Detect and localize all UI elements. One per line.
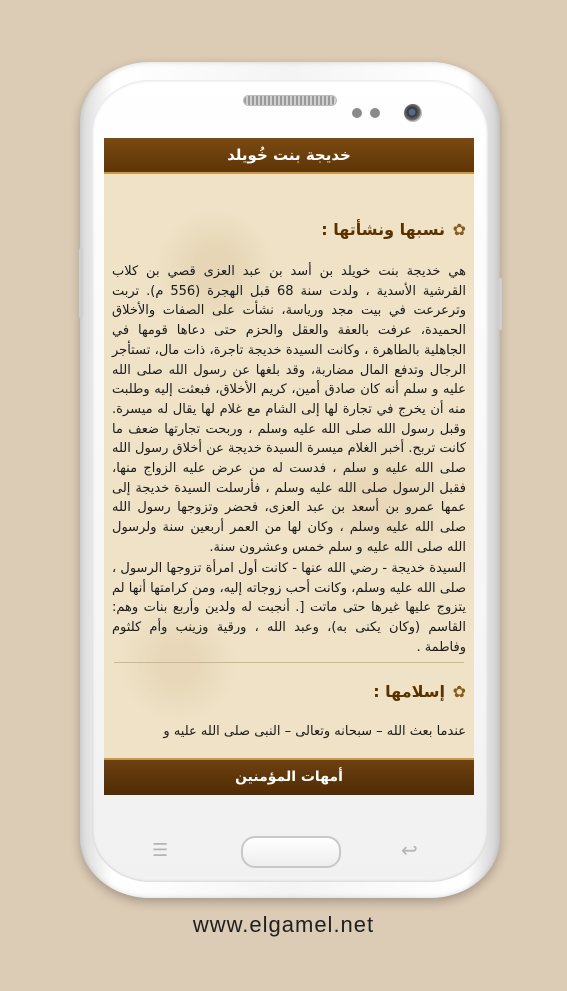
app-screen	[104, 138, 474, 795]
section-heading-text: إسلامها :	[373, 682, 445, 701]
bottom-nav-bar[interactable]	[104, 758, 474, 795]
section-heading-lineage	[321, 220, 466, 239]
bottom-nav-label[interactable]: أمهات المؤمنين	[235, 769, 343, 785]
paragraph: عندما بعث الله – سبحانه وتعالى – النبى صلى الله عليه و	[163, 724, 466, 739]
paragraph: السيدة خديجة - رضي الله عنها - كانت أول امرأة تزوجها الرسول ، صلى الله عليه وسلم، وكانت أحب زوجاته إليه، ومن كرامتها أنها لم يتزوج عليها غيرها حتى ماتت [. أنجبت له ولدين وأربع بنات وهم: القاسم (وكان يكنى به)، وعبد الله ، ورقية وزينب وأم كلثوم وفاطمة .	[112, 561, 466, 655]
volume-button[interactable]	[79, 248, 83, 318]
section-heading-text: نسبها ونشأتها :	[321, 220, 445, 239]
section-heading-islam	[373, 682, 466, 701]
flower-icon: ✿	[452, 220, 466, 239]
article-content[interactable]	[104, 174, 474, 760]
paragraph: هي خديجة بنت خويلد بن أسد بن عبد العزى قصي بن كلاب القرشية الأسدية ، ولدت سنة 68 قبل الهجرة (556 م). تربت وترعرعت في بيت مجد ورياسة، نشأت على الصفات والأخلاق الحميدة، عرفت بالعفة والعقل والحزم حتى دعاها قومها في الجاهلية بالطاهرة ، وكانت السيدة خديجة تاجرة، ذات مال، تستأجر الرجال وتدفع المال مضاربة، وقد بلغها عن رسول الله صلى الله عليه و سلم أنه كان صادق أمين، كريم الأخلاق، فبعثت إليه وطلبت منه أن يخرج في تجارة لها إلى الشام مع غلام لها يقال له ميسرة. وقبل رسول الله صلى الله عليه وسلم ، وربحت تجارتها ضعف ما كانت تربح. أخبر الغلام ميسرة السيدة خديجة عن أخلاق رسول الله صلى الله عليه و سلم ، فدست له من عرض عليه الزواج منها، فقبل الرسول صلى الله عليه وسلم ، فأرسلت السيدة خديجة إلى عمها عمرو بن أسعد بن عبد العزى، فحضر وتزوجها رسول الله صلى الله عليه وسلم ، وكان لها من العمر أربعين سنة ولرسول الله صلى الله عليه و سلم خمس وعشرون سنة.	[112, 264, 466, 555]
flower-icon: ✿	[452, 682, 466, 701]
power-button[interactable]	[498, 278, 502, 330]
footer-url: www.elgamel.net	[192, 912, 375, 937]
home-button[interactable]	[241, 836, 341, 868]
front-camera-icon	[404, 104, 422, 122]
section-divider	[114, 662, 464, 663]
earpiece-speaker	[244, 96, 336, 105]
back-key-icon[interactable]: ↩	[401, 838, 418, 862]
light-sensor	[370, 108, 380, 118]
proximity-sensor	[352, 108, 362, 118]
title-bar	[104, 138, 474, 174]
menu-key-icon[interactable]: ☰	[152, 840, 169, 861]
page-title: خديجة بنت خُويلد	[227, 146, 351, 164]
